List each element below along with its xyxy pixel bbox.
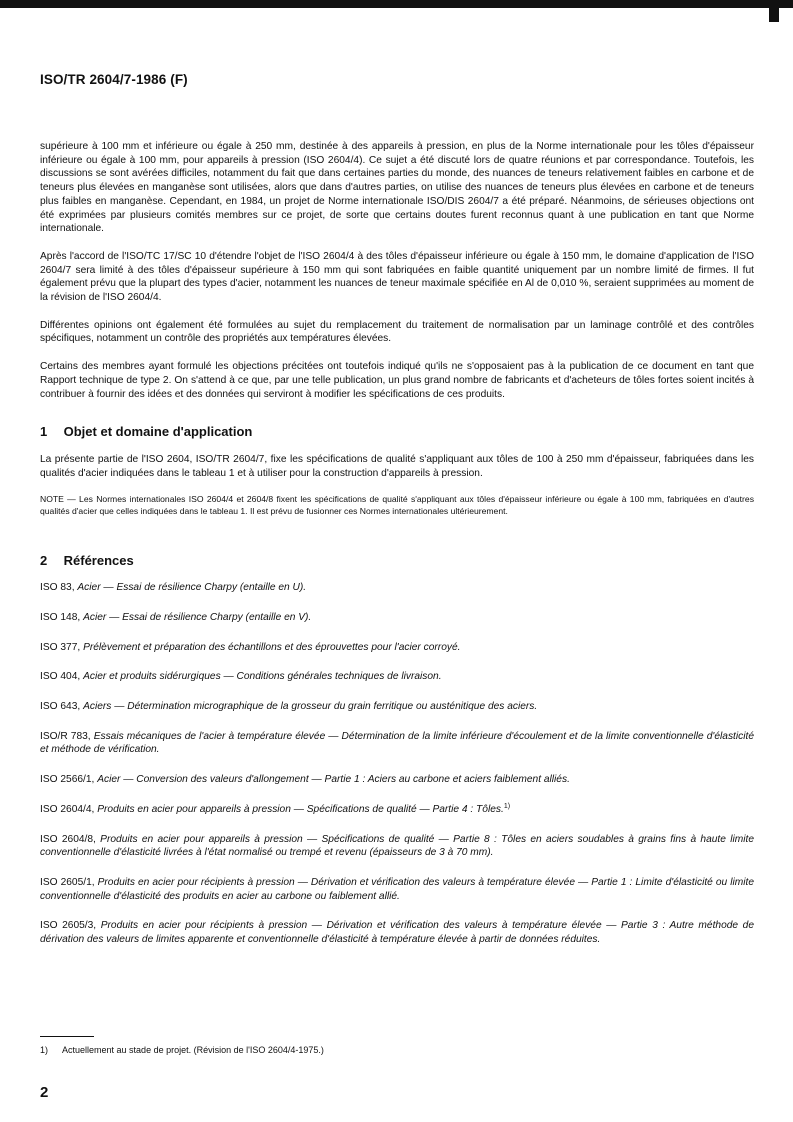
document-body <box>40 140 754 963</box>
reference-code: ISO 2566/1, <box>40 774 95 786</box>
footnote-text: Actuellement au stade de projet. (Révision de l'ISO 2604/4-1975.) <box>62 1045 324 1055</box>
reference-title: Produits en acier pour récipients à pression — Dérivation et vérification des valeurs à température élevée — Partie 1 : Limite d'élasticité ou limite conventionnelle d'élasticité des produits en acier au carbone ou faiblement allié. <box>40 876 754 902</box>
reference-code: ISO 148, <box>40 611 81 623</box>
reference-code: ISO 643, <box>40 701 81 713</box>
section-1-number: 1 <box>40 424 48 440</box>
reference-code: ISO 377, <box>40 641 81 653</box>
section-2-heading <box>40 554 754 568</box>
intro-paragraph-3: Différentes opinions ont également été formulées au sujet du remplacement du traitement de normalisation par un laminage contrôlé et des contrôles spécifiques, notamment un contrôle des propriétés aux températures élevées. <box>40 319 754 345</box>
intro-paragraph-1: supérieure à 100 mm et inférieure ou égale à 250 mm, destinée à des appareils à pression, en plus de la Norme internationale pour les tôles d'épaisseur inférieure ou égale à 100 mm, pour appareils à pression (ISO 2604/4). Ce sujet a été discuté lors de quatre réunions et par correspondance. Toutefois, les discussions se sont avérées difficiles, notamment du fait que dans certaines parties du monde, des nuances de teneurs relativement faibles en carbone et de teneurs plus élevées en manganèse sont utilisées, alors que dans d'autres parties, on utilise des nuances de teneurs plus élevées en carbone et de teneurs plus faibles en manganèse. Cependant, en 1984, un projet de Norme internationale ISO/DIS 2604/7 a été préparé. Néanmoins, de sérieuses objections ont été exprimées par plusieurs comités membres sur ce projet, de sorte que certains doutes furent reconnus quant à une publication en tant que Norme internationale. <box>40 141 754 235</box>
reference-code: ISO 404, <box>40 671 81 683</box>
reference-iso-404 <box>40 670 754 684</box>
footnote-number: 1) <box>40 1045 49 1055</box>
reference-code: ISO 2605/3, <box>40 920 97 932</box>
reference-iso-83 <box>40 581 754 595</box>
section-2-number: 2 <box>40 552 48 568</box>
section-1-title: Objet et domaine d'application <box>63 424 253 440</box>
reference-title: Acier — Essai de résilience Charpy (entaille en U). <box>77 582 307 594</box>
reference-code: ISO/R 783, <box>40 730 91 742</box>
reference-iso-2566-1 <box>40 773 754 787</box>
footnote <box>40 1045 324 1055</box>
section-1-note: NOTE — Les Normes internationales ISO 2604/4 et 2604/8 fixent les spécifications de qualité s'appliquant aux tôles d'épaisseur inférieure ou égale à 100 mm, fabriquées en d'autres qualités d'acier que celles indiquées dans le tableau 1. Il est prévu de fusionner ces Normes internationales ultérieurement. <box>40 494 754 516</box>
footnote-rule <box>40 1036 94 1037</box>
reference-title: Acier et produits sidérurgiques — Conditions générales techniques de livraison. <box>83 671 442 683</box>
reference-title: Essais mécaniques de l'acier à température élevée — Détermination de la limite inférieure d'écoulement et de la limite conventionnelle d'élasticité et méthode de vérification. <box>40 730 754 756</box>
intro-paragraph-4: Certains des membres ayant formulé les objections précitées ont toutefois indiqué qu'ils ne s'opposaient pas à la publication de ce document en tant que Rapport technique de type 2. On s'attend à ce que, par une telle publication, un plus grand nombre de fabricants et d'acheteurs de tôles fortes soient incités à contribuer à fournir des idées et des données qui serviront à modifier les spécifications de ces produits. <box>40 361 754 400</box>
reference-title: Produits en acier pour récipients à pression — Dérivation et vérification des valeurs à température élevée — Partie 3 : Autre méthode de dérivation des valeurs de limites apparente et conventionnelle d'élasticité à température élevée à partir de données réduites. <box>40 920 754 946</box>
reference-title: Produits en acier pour appareils à pression — Spécifications de qualité — Partie 8 : Tôles en aciers soudables à grains fins à haute limite conventionnelle d'élasticité livrées à l'état normalisé ou trempé et revenu (épaisseurs de 3 à 70 mm). <box>40 833 754 859</box>
reference-code: ISO 2605/1, <box>40 876 95 888</box>
reference-code: ISO 2604/4, <box>40 803 95 815</box>
reference-title: Produits en acier pour appareils à pression — Spécifications de qualité — Partie 4 : Tôles. <box>97 803 504 815</box>
intro-paragraph-2: Après l'accord de l'ISO/TC 17/SC 10 d'étendre l'objet de l'ISO 2604/4 à des tôles d'épaisseur inférieure ou égale à 150 mm, le domaine d'application de l'ISO 2604/7 sera limité à des tôles d'épaisseur supérieure à 150 mm qui sont fabriquées en faible quantité uniquement par un nombre limité de firmes. Il fut également prévu que la plupart des types d'acier, notamment les nuances de teneur maximale spécifiée en Al de 0,010 %, seraient supprimées au moment de la révision de l'ISO 2604/4. <box>40 250 754 304</box>
reference-iso-2604-8 <box>40 833 754 860</box>
reference-iso-643 <box>40 700 754 714</box>
top-border-notch <box>769 8 779 22</box>
page-number: 2 <box>40 1084 49 1101</box>
footnote-marker: 1) <box>503 802 511 810</box>
top-border-bar <box>0 0 793 8</box>
reference-code: ISO 83, <box>40 582 75 594</box>
reference-title: Acier — Essai de résilience Charpy (entaille en V). <box>83 611 312 623</box>
reference-code: ISO 2604/8, <box>40 833 96 845</box>
reference-title: Prélèvement et préparation des échantillons et des éprouvettes pour l'acier corroyé. <box>83 641 461 653</box>
reference-title: Aciers — Détermination micrographique de la grosseur du grain ferritique ou austénitique des aciers. <box>83 701 538 713</box>
reference-iso-2604-4 <box>40 803 754 817</box>
reference-iso-148 <box>40 611 754 625</box>
reference-iso-377 <box>40 641 754 655</box>
reference-title: Acier — Conversion des valeurs d'allongement — Partie 1 : Aciers au carbone et aciers faiblement alliés. <box>97 774 570 786</box>
section-1-heading <box>40 425 754 439</box>
section-2-title: Références <box>63 552 134 568</box>
section-1-text: La présente partie de l'ISO 2604, ISO/TR 2604/7, fixe les spécifications de qualité s'appliquant aux tôles de 100 à 250 mm d'épaisseur, fabriquées dans les qualités d'acier indiquées dans le tableau 1 et à utiliser pour la construction d'appareils à pression. <box>40 453 754 479</box>
reference-iso-r-783 <box>40 730 754 757</box>
reference-iso-2605-3 <box>40 919 754 946</box>
reference-iso-2605-1 <box>40 876 754 903</box>
document-code: ISO/TR 2604/7-1986 (F) <box>40 72 188 87</box>
